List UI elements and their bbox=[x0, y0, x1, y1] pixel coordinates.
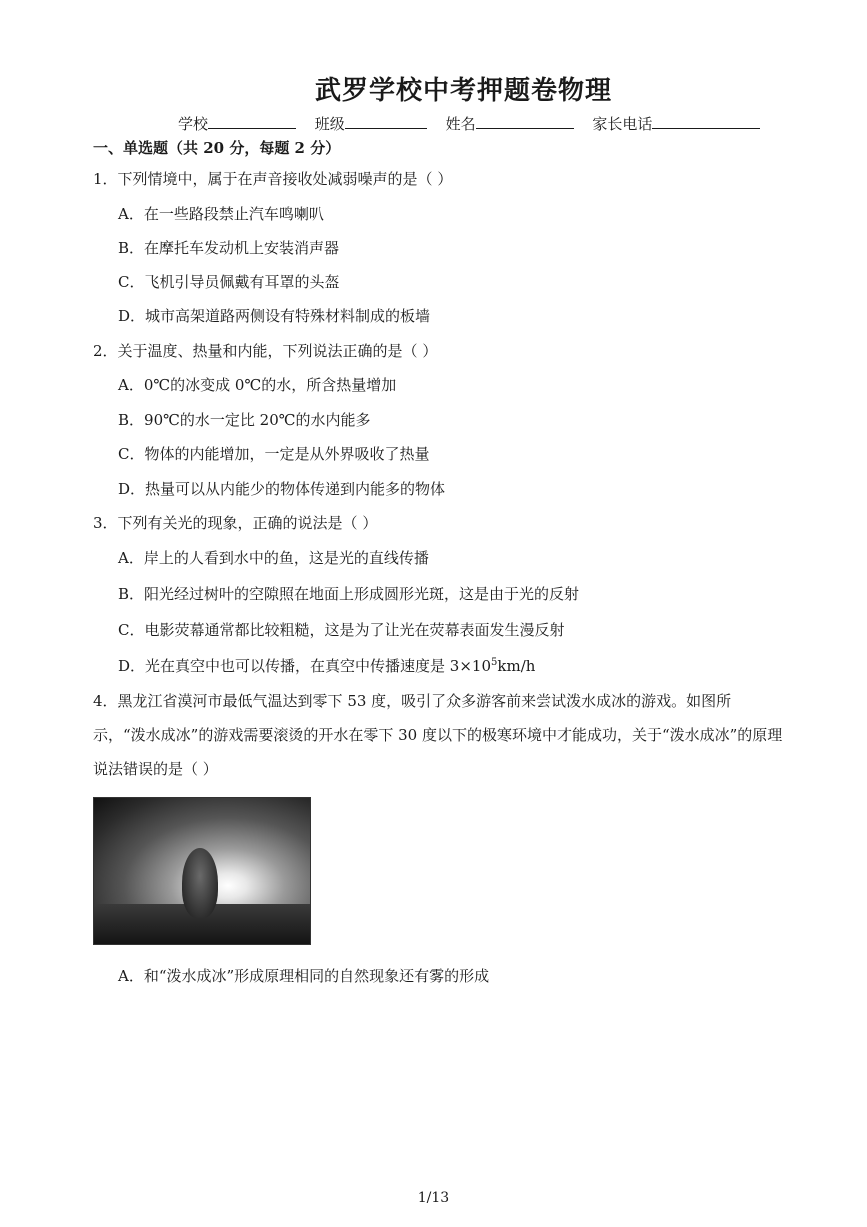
question-3-option-a: A．岸上的人看到水中的鱼，这是光的直线传播 bbox=[118, 549, 429, 567]
question-2-option-b: B．90℃的水一定比 20℃的水内能多 bbox=[118, 411, 371, 429]
question-3-option-b: B．阳光经过树叶的空隙照在地面上形成圆形光斑，这是由于光的反射 bbox=[118, 585, 580, 603]
name-blank[interactable] bbox=[476, 114, 574, 129]
question-1-option-c: C．飞机引导员佩戴有耳罩的头盔 bbox=[118, 273, 340, 291]
phone-field: 家长电话 bbox=[592, 115, 760, 133]
class-blank[interactable] bbox=[345, 114, 427, 129]
question-2-stem: 2．关于温度、热量和内能，下列说法正确的是（ ） bbox=[93, 342, 438, 360]
question-4-option-a: A．和“泼水成冰”形成原理相同的自然现象还有雾的形成 bbox=[118, 967, 490, 985]
question-2-option-c: C．物体的内能增加，一定是从外界吸收了热量 bbox=[118, 445, 430, 463]
exam-title: 武罗学校中考押题卷物理 bbox=[314, 76, 612, 106]
page-number: 1/13 bbox=[417, 1190, 450, 1206]
question-2-option-d: D．热量可以从内能少的物体传递到内能多的物体 bbox=[118, 480, 446, 498]
question-4-stem: 4．黑龙江省漠河市最低气温达到零下 53 度，吸引了众多游客前来尝试泼水成冰的游戏。如图所示，“泼水成冰”的游戏需要滚烫的开水在零下 30 度以下的极寒环境中才能成功，关于“泼水成冰”的原理说法错误的是（ ） bbox=[93, 692, 783, 778]
class-field: 班级 bbox=[315, 115, 427, 133]
question-1-stem: 1．下列情境中，属于在声音接收处减弱噪声的是（ ） bbox=[93, 170, 453, 188]
name-field: 姓名 bbox=[446, 115, 574, 133]
photo-water-plume bbox=[182, 848, 218, 918]
question-3-option-d: D．光在真空中也可以传播，在真空中传播速度是 $3\times 10^5km/h$ bbox=[118, 657, 536, 675]
exponent: 5 bbox=[491, 657, 498, 668]
section-heading: 一、单选题（共 20 分，每题 2 分） bbox=[93, 139, 341, 157]
question-1-option-d: D．城市高架道路两侧设有特殊材料制成的板墙 bbox=[118, 307, 431, 325]
splash-water-ice-photo bbox=[93, 797, 311, 945]
school-field: 学校 bbox=[178, 115, 296, 133]
student-info-line bbox=[178, 113, 774, 134]
phone-blank[interactable] bbox=[652, 114, 760, 129]
question-1-option-b: B．在摩托车发动机上安装消声器 bbox=[118, 239, 340, 257]
question-1-option-a: A．在一些路段禁止汽车鸣喇叭 bbox=[118, 205, 324, 223]
school-blank[interactable] bbox=[208, 114, 296, 129]
question-3-option-c: C．电影荧幕通常都比较粗糙，这是为了让光在荧幕表面发生漫反射 bbox=[118, 621, 565, 639]
question-3-stem: 3．下列有关光的现象，正确的说法是（ ） bbox=[93, 514, 378, 532]
question-2-option-a: A．0℃的冰变成 0℃的水，所含热量增加 bbox=[118, 376, 397, 394]
